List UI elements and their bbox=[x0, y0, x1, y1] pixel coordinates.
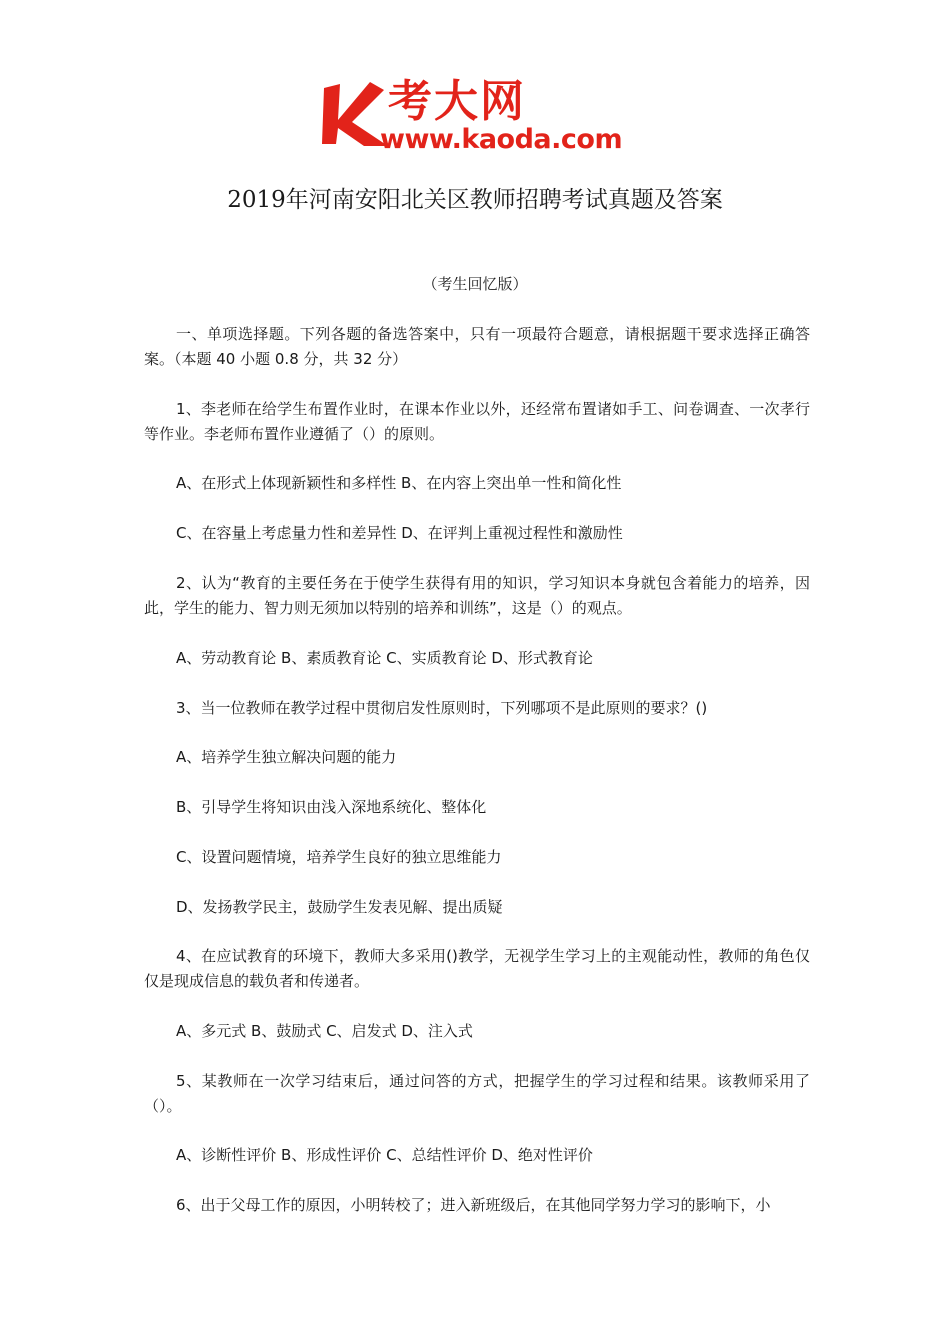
question-2-stem: 2、认为“教育的主要任务在于使学生获得有用的知识，学习知识本身就包含着能力的培养，因此，学生的能力、智力则无须加以特别的培养和训练”，这是（）的观点。 bbox=[144, 574, 810, 617]
question-1-options-cd: C、在容量上考虑量力性和差异性 D、在评判上重视过程性和激励性 bbox=[176, 524, 623, 542]
document-subtitle: （考生回忆版） bbox=[422, 275, 528, 293]
kaoda-logo bbox=[318, 76, 640, 158]
question-5-stem: 5、某教师在一次学习结束后，通过问答的方式，把握学生的学习过程和结果。该教师采用了（）。 bbox=[144, 1072, 810, 1115]
question-2-options: A、劳动教育论 B、素质教育论 C、实质教育论 D、形式教育论 bbox=[176, 649, 593, 667]
logo-url-text: www.kaoda.com bbox=[380, 124, 623, 155]
section-intro: 一、单项选择题。下列各题的备选答案中，只有一项最符合题意，请根据题干要求选择正确答案。（本题 40 小题 0.8 分，共 32 分） bbox=[144, 325, 810, 368]
document-title: 2019年河南安阳北关区教师招聘考试真题及答案 bbox=[227, 187, 723, 213]
question-1-options-ab: A、在形式上体现新颖性和多样性 B、在内容上突出单一性和简化性 bbox=[176, 474, 622, 492]
question-3-option-b: B、引导学生将知识由浅入深地系统化、整体化 bbox=[176, 798, 487, 816]
logo-chinese-text: 考大网 bbox=[388, 76, 526, 127]
question-4-stem: 4、在应试教育的环境下，教师大多采用()教学，无视学生学习上的主观能动性，教师的角色仅仅是现成信息的载负者和传递者。 bbox=[144, 947, 810, 990]
question-3-option-c: C、设置问题情境，培养学生良好的独立思维能力 bbox=[176, 848, 502, 866]
question-1-stem: 1、李老师在给学生布置作业时，在课本作业以外，还经常布置诸如手工、问卷调查、一次孝行等作业。李老师布置作业遵循了（）的原则。 bbox=[144, 400, 810, 443]
question-3-option-a: A、培养学生独立解决问题的能力 bbox=[176, 748, 397, 766]
question-3-option-d: D、发扬教学民主，鼓励学生发表见解、提出质疑 bbox=[176, 898, 503, 916]
question-6-stem: 6、出于父母工作的原因，小明转校了；进入新班级后，在其他同学努力学习的影响下，小 bbox=[176, 1196, 771, 1214]
question-5-options: A、诊断性评价 B、形成性评价 C、总结性评价 D、绝对性评价 bbox=[176, 1146, 593, 1164]
question-4-options: A、多元式 B、鼓励式 C、启发式 D、注入式 bbox=[176, 1022, 473, 1040]
question-3-stem: 3、当一位教师在教学过程中贯彻启发性原则时，下列哪项不是此原则的要求？() bbox=[176, 699, 708, 717]
